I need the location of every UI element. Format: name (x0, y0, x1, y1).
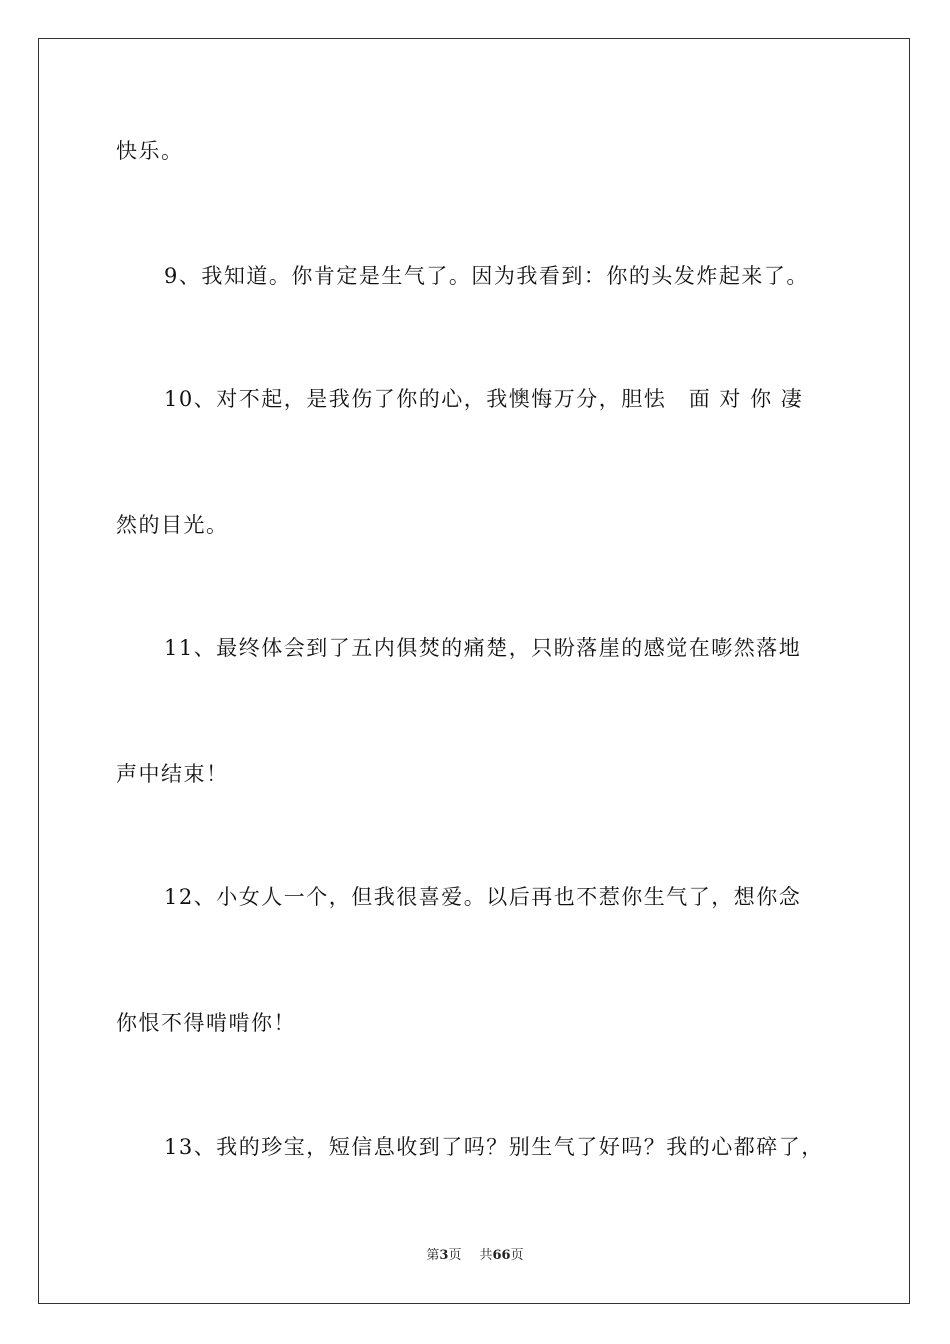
page-border (38, 38, 910, 1304)
text-line: 10、对不起，是我伤了你的心，我懊悔万分，胆怯 面 对 你 凄 (164, 387, 804, 411)
text-line: 然的目光。 (116, 513, 229, 537)
text-line: 快乐。 (116, 139, 184, 163)
total-label-prefix: 共 (479, 1248, 493, 1263)
text-line: 13、我的珍宝，短信息收到了吗？别生气了好吗？我的心都碎了， (164, 1135, 824, 1159)
page-footer (0, 1247, 950, 1265)
page-label-prefix: 第 (426, 1248, 440, 1263)
text-line: 声中结束！ (116, 762, 229, 786)
page-number: 3 (439, 1248, 449, 1263)
text-line: 9、我知道。你肯定是生气了。因为我看到：你的头发炸起来了。 (164, 264, 809, 288)
total-pages: 66 (492, 1248, 511, 1263)
text-line: 12、小女人一个，但我很喜爱。以后再也不惹你生气了，想你念 (164, 885, 802, 909)
total-label-suffix: 页 (510, 1248, 524, 1263)
text-line: 11、最终体会到了五内俱焚的痛楚，只盼落崖的感觉在嘭然落地 (164, 636, 802, 660)
text-line: 你恨不得啃啃你！ (116, 1011, 296, 1035)
page-label-suffix: 页 (448, 1248, 462, 1263)
